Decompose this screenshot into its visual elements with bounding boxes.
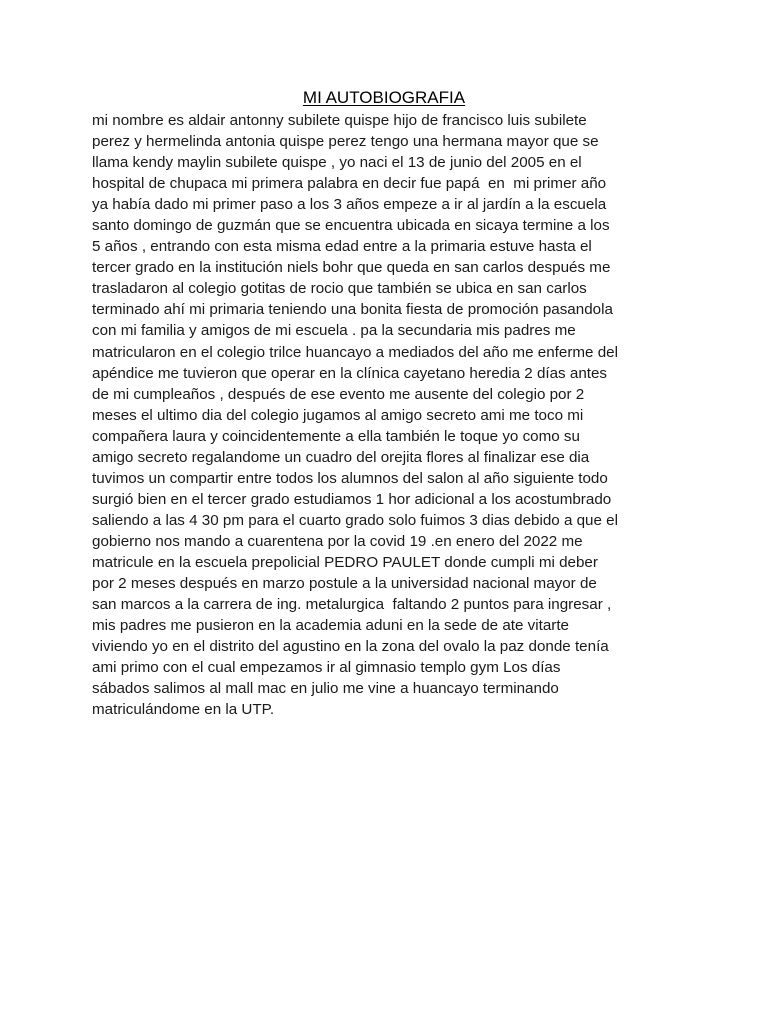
body-line: san marcos a la carrera de ing. metalurgica faltando 2 puntos para ingresar , [92,596,612,614]
body-line: trasladaron al colegio gotitas de rocio que también se ubica en san carlos [92,280,587,298]
body-line: de mi cumpleaños , después de ese evento me ausente del colegio por 2 [92,385,585,403]
body-line: terminado ahí mi primaria teniendo una bonita fiesta de promoción pasandola [92,301,613,319]
body-line: saliendo a las 4 30 pm para el cuarto grado solo fuimos 3 dias debido a que el [92,511,618,529]
body-line: viviendo yo en el distrito del agustino en la zona del ovalo la paz donde tenía [92,638,609,656]
body-line: perez y hermelinda antonia quispe perez tengo una hermana mayor que se [92,133,599,151]
body-line: tercer grado en la institución niels bohr que queda en san carlos después me [92,259,611,277]
body-line: con mi familia y amigos de mi escuela . pa la secundaria mis padres me [92,322,576,340]
body-line: surgió bien en el tercer grado estudiamos 1 hor adicional a los acostumbrado [92,490,612,508]
body-line: compañera laura y coincidentemente a ella también le toque yo como su [92,427,580,445]
body-line: sábados salimos al mall mac en julio me vine a huancayo terminando [92,680,559,698]
body-line: gobierno nos mando a cuarentena por la covid 19 .en enero del 2022 me [92,532,583,550]
body-line: meses el ultimo dia del colegio jugamos al amigo secreto ami me toco mi [92,406,584,424]
body-line: llama kendy maylin subilete quispe , yo naci el 13 de junio del 2005 en el [92,154,582,172]
body-line: por 2 meses después en marzo postule a la universidad nacional mayor de [92,575,597,593]
body-line: matricularon en el colegio trilce huancayo a mediados del año me enferme del [92,343,618,361]
body-line: ya había dado mi primer paso a los 3 años empeze a ir al jardín a la escuela [92,196,607,214]
body-line: mis padres me pusieron en la academia aduni en la sede de ate vitarte [92,617,570,635]
body-line: amigo secreto regalandome un cuadro del orejita flores al finalizar ese dia [92,448,590,466]
body-line: mi nombre es aldair antonny subilete quispe hijo de francisco luis subilete [92,112,587,129]
body-line: 5 años , entrando con esta misma edad entre a la primaria estuve hasta el [92,238,592,256]
body-line: matricule en la escuela prepolicial PEDRO PAULET donde cumpli mi deber [92,553,598,571]
body-line: matriculándome en la UTP. [92,701,275,719]
body-line: apéndice me tuvieron que operar en la clínica cayetano heredia 2 días antes [92,364,608,382]
body-line: santo domingo de guzmán que se encuentra ubicada en sicaya termine a los [92,217,610,235]
document-title: MI AUTOBIOGRAFIA [302,88,466,107]
body-line: tuvimos un compartir entre todos los alumnos del salon al año siguiente todo [92,469,608,487]
document-body [92,110,692,720]
body-line: hospital de chupaca mi primera palabra en decir fue papá en mi primer año [92,175,607,193]
body-line: ami primo con el cual empezamos ir al gimnasio templo gym Los días [92,659,561,677]
